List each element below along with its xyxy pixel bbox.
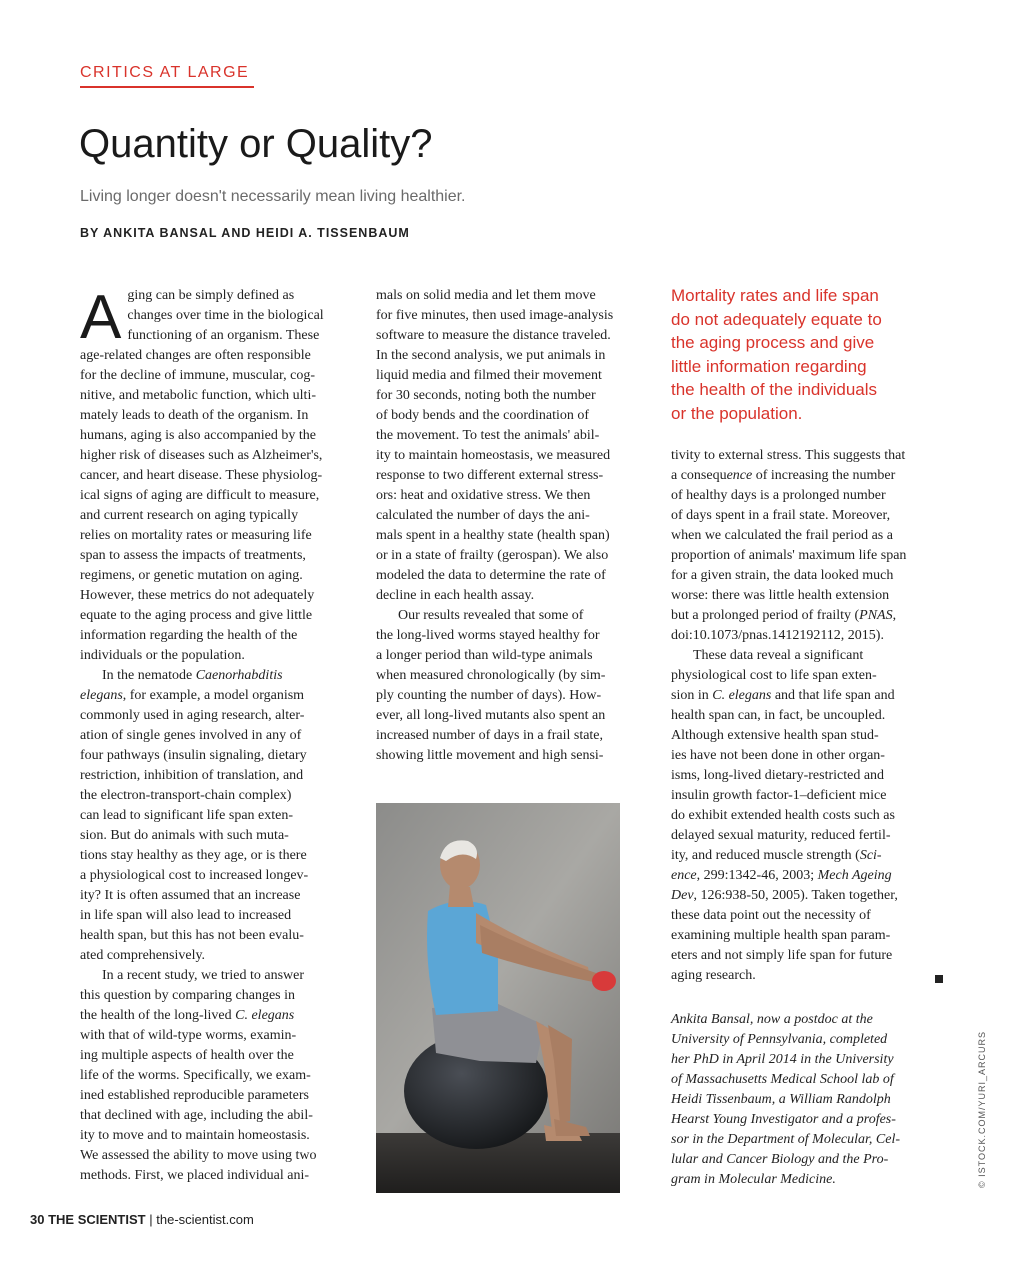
text-line: the movement. To test the animals' abil- xyxy=(376,428,600,443)
text-line: a consequence of increasing the number xyxy=(671,468,896,483)
text-line: health span, but this has not been evalu- xyxy=(80,928,304,943)
text-line: elegans, for example, a model organism xyxy=(80,688,305,703)
text-line: insulin growth factor-1–deficient mice xyxy=(671,788,887,803)
text-line: of healthy days is a prolonged number xyxy=(671,488,886,503)
text-line: ity, and reduced muscle strength (Sci- xyxy=(671,848,882,863)
text-line: for five minutes, then used image-analysis xyxy=(376,308,614,323)
text-line: ing multiple aspects of health over the xyxy=(80,1048,294,1063)
text-line: ies have not been done in other organ- xyxy=(671,748,885,763)
pull-quote-line: Mortality rates and life span xyxy=(671,286,879,305)
text-line: eters and not simply life span for future xyxy=(671,948,893,963)
text-line: ply counting the number of days). How- xyxy=(376,688,602,703)
body-column-1 xyxy=(80,283,350,1186)
blue-shirt xyxy=(427,901,498,1015)
red-dumbbell xyxy=(592,971,616,991)
text-line: that declined with age, including the abil- xyxy=(80,1108,313,1123)
text-line: the health of the long-lived C. elegans xyxy=(80,1008,295,1023)
text-line: health span can, in fact, be uncoupled. xyxy=(671,708,886,723)
text-line: changes over time in the biological xyxy=(127,308,324,323)
text-line: liquid media and filmed their movement xyxy=(376,368,602,383)
text-line: ever, all long-lived mutants also spent an xyxy=(376,708,606,723)
text-line: These data reveal a significant xyxy=(693,648,864,663)
text-line: when we calculated the frail period as a xyxy=(671,528,893,543)
text-line: a longer period than wild-type animals xyxy=(376,648,593,663)
text-line: software to measure the distance traveled. xyxy=(376,328,611,343)
text-line: calculated the number of days the ani- xyxy=(376,508,590,523)
text-line: span to assess the impacts of treatments, xyxy=(80,548,306,563)
text-line: nitive, and metabolic function, which ulti- xyxy=(80,388,316,403)
pull-quote-line: little information regarding xyxy=(671,356,867,376)
text-line: life of the worms. Specifically, we exam- xyxy=(80,1068,311,1083)
text-line: modeled the data to determine the rate of xyxy=(376,568,606,583)
bio-line: Ankita Bansal, now a postdoc at the xyxy=(671,1012,873,1027)
text-line: In the second analysis, we put animals in xyxy=(376,348,606,363)
text-line: in life span will also lead to increased xyxy=(80,908,292,923)
bio-line: gram in Molecular Medicine. xyxy=(671,1172,836,1187)
text-line: commonly used in aging research, alter- xyxy=(80,708,305,723)
text-line: a physiological cost to increased longev- xyxy=(80,868,309,883)
text-line: these data point out the necessity of xyxy=(671,908,871,923)
text-line: the electron-transport-chain complex) xyxy=(80,788,292,803)
text-line: do exhibit extended health costs such as xyxy=(671,808,895,823)
text-line: higher risk of diseases such as Alzheimer's, xyxy=(80,448,323,463)
body-column-2 xyxy=(376,286,646,766)
text-line: aging research. xyxy=(671,968,756,983)
text-line: individuals or the population. xyxy=(80,648,245,663)
pull-quote xyxy=(671,284,951,425)
column-1-lines xyxy=(80,346,350,1186)
text-line: isms, long-lived dietary-restricted and xyxy=(671,768,885,783)
article-subtitle: Living longer doesn't necessarily mean living healthier. xyxy=(80,188,466,205)
bio-line: sor in the Department of Molecular, Cel- xyxy=(671,1132,901,1147)
text-line: information regarding the health of the xyxy=(80,628,298,643)
text-line: or in a state of frailty (gerospan). We also xyxy=(376,548,609,563)
end-mark xyxy=(935,975,943,983)
bio-line: of Massachusetts Medical School lab of xyxy=(671,1072,894,1087)
text-line: but a prolonged period of frailty (PNAS, xyxy=(671,608,897,623)
drop-cap: A xyxy=(80,283,122,352)
text-line: ity? It is often assumed that an increase xyxy=(80,888,301,903)
pull-quote-line: the aging process and give xyxy=(671,333,875,352)
text-line: ity to maintain homeostasis, we measured xyxy=(376,448,611,463)
text-line: mately leads to death of the organism. In xyxy=(80,408,309,423)
text-line: sion. But do animals with such muta- xyxy=(80,828,289,843)
text-line: showing little movement and high sensi- xyxy=(376,748,604,763)
text-line: of body bends and the coordination of xyxy=(376,408,590,423)
text-line: tions stay healthy as they age, or is there xyxy=(80,848,307,863)
text-line: tivity to external stress. This suggests that xyxy=(671,448,906,463)
text-line: for a given strain, the data looked much xyxy=(671,568,894,583)
pull-quote-line: the health of the individuals xyxy=(671,380,878,399)
text-line: ated comprehensively. xyxy=(80,948,206,963)
footer-separator: | xyxy=(149,1212,153,1227)
text-line: and current research on aging typically xyxy=(80,508,299,523)
text-line: functioning of an organism. These xyxy=(127,328,320,343)
article-title: Quantity or Quality? xyxy=(79,122,433,166)
text-line: mals spent in a healthy state (health span) xyxy=(376,528,610,543)
text-line: Dev, 126:938-50, 2005). Taken together, xyxy=(671,888,898,903)
text-line: cancer, and heart disease. These physiolog- xyxy=(80,468,323,483)
bio-line: University of Pennsylvania, completed xyxy=(671,1032,888,1047)
author-bio xyxy=(671,1010,943,1190)
text-line: ined established reproducible parameters xyxy=(80,1088,309,1103)
text-line: mals on solid media and let them move xyxy=(376,288,596,303)
body-column-3 xyxy=(671,446,943,986)
text-line: delayed sexual maturity, reduced fertil- xyxy=(671,828,891,843)
text-line: doi:10.1073/pnas.1412192112, 2015). xyxy=(671,628,884,643)
text-line: regimens, or genetic mutation on aging. xyxy=(80,568,303,583)
text-line: this question by comparing changes in xyxy=(80,988,296,1003)
bio-line: her PhD in April 2014 in the University xyxy=(671,1052,894,1067)
text-line: of days spent in a frail state. Moreover, xyxy=(671,508,891,523)
article-photo xyxy=(376,803,620,1193)
page-number: 30 xyxy=(30,1212,45,1227)
text-line: ors: heat and oxidative stress. We then xyxy=(376,488,591,503)
text-line: humans, aging is also accompanied by the xyxy=(80,428,316,443)
section-kicker: CRITICS AT LARGE xyxy=(80,64,250,81)
bio-line: Heidi Tissenbaum, a William Randolph xyxy=(671,1092,891,1107)
pull-quote-line: or the population. xyxy=(671,403,803,423)
kicker-underline xyxy=(80,86,254,88)
text-line: relies on mortality rates or measuring life xyxy=(80,528,312,543)
text-line: equate to the aging process and give little xyxy=(80,608,313,623)
text-line: response to two different external stress- xyxy=(376,468,604,483)
text-line: In a recent study, we tried to answer xyxy=(102,968,305,983)
text-line: Although extensive health span stud- xyxy=(671,728,879,743)
text-line: the long-lived worms stayed healthy for xyxy=(376,628,600,643)
text-line: age-related changes are often responsible xyxy=(80,348,311,363)
text-line: In the nematode Caenorhabditis xyxy=(102,668,283,683)
page-footer xyxy=(30,1212,254,1227)
text-line: for the decline of immune, muscular, cog- xyxy=(80,368,316,383)
text-line: ence, 299:1342-46, 2003; Mech Ageing xyxy=(671,868,892,883)
byline: BY ANKITA BANSAL AND HEIDI A. TISSENBAUM xyxy=(80,226,410,240)
text-line: physiological cost to life span exten- xyxy=(671,668,877,683)
text-line: ity to move and to maintain homeostasis. xyxy=(80,1128,310,1143)
text-line: ation of single genes involved in any of xyxy=(80,728,302,743)
text-line: restriction, inhibition of translation, and xyxy=(80,768,304,783)
text-line: can lead to significant life span exten- xyxy=(80,808,294,823)
text-line: We assessed the ability to move using two xyxy=(80,1148,317,1163)
pull-quote-line: do not adequately equate to xyxy=(671,309,882,329)
text-line: proportion of animals' maximum life span xyxy=(671,548,907,563)
text-line: methods. First, we placed individual ani- xyxy=(80,1168,310,1183)
text-line: decline in each health assay. xyxy=(376,588,535,603)
photo-credit: © ISTOCK.COM/YURI_ARCURS xyxy=(977,1031,987,1188)
text-line: worse: there was little health extension xyxy=(671,588,890,603)
text-line: However, these metrics do not adequately xyxy=(80,588,315,603)
bio-line: lular and Cancer Biology and the Pro- xyxy=(671,1152,889,1167)
text-line: Our results revealed that some of xyxy=(398,608,584,623)
text-line: when measured chronologically (by sim- xyxy=(376,668,606,683)
text-line: sion in C. elegans and that life span and xyxy=(671,688,895,703)
text-line: ging can be simply defined as xyxy=(127,288,295,303)
text-line: ical signs of aging are difficult to measure, xyxy=(80,488,320,503)
bio-line: Hearst Young Investigator and a profes- xyxy=(671,1112,896,1127)
text-line: with that of wild-type worms, examin- xyxy=(80,1028,297,1043)
text-line: examining multiple health span param- xyxy=(671,928,891,943)
website-link: the-scientist.com xyxy=(156,1212,254,1227)
magazine-name: THE SCIENTIST xyxy=(48,1212,146,1227)
text-line: four pathways (insulin signaling, dietary xyxy=(80,748,307,763)
text-line: increased number of days in a frail state, xyxy=(376,728,604,743)
text-line: for 30 seconds, noting both the number xyxy=(376,388,596,403)
